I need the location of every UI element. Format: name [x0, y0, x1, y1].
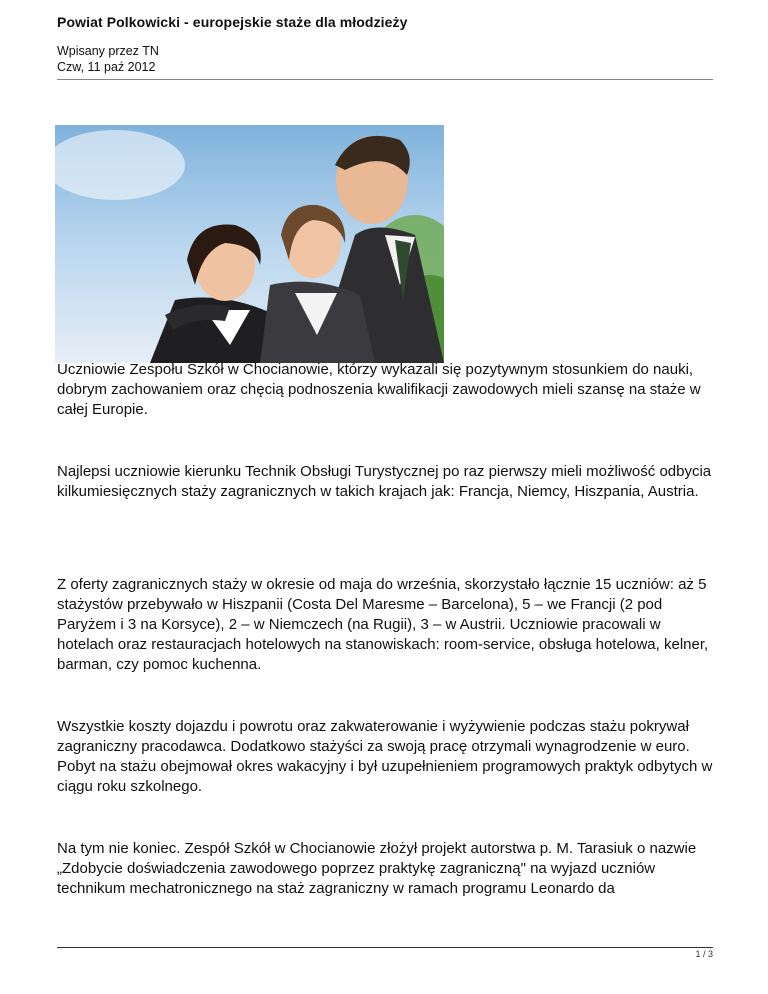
- date-line: Czw, 11 paź 2012: [57, 60, 156, 74]
- article-paragraph-1: Uczniowie Zespołu Szkół w Chocianowie, którzy wykazali się pozytywnym stosunkiem do nauki, dobrym zachowaniem oraz chęcią podnoszenia kwalifikacji zawodowych mieli szansę na staże w całej Europie.: [57, 361, 701, 418]
- author-line: Wpisany przez TN: [57, 44, 159, 58]
- page-number: 1 / 3: [695, 949, 713, 959]
- article-paragraph-5: Na tym nie koniec. Zespół Szkół w Chocianowie złożył projekt autorstwa p. M. Tarasiuk o nazwie „Zdobycie doświadczenia zawodowego poprzez praktykę zagraniczną" na wyjazd uczniów technikum mechatronicznego na staż zagraniczny w ramach programu Leonardo da: [57, 840, 697, 897]
- footer-divider: [57, 947, 713, 948]
- header-divider: [57, 79, 713, 80]
- article-paragraph-2: Najlepsi uczniowie kierunku Technik Obsługi Turystycznej po raz pierwszy mieli możliwość odbycia kilkumiesięcznych staży zagranicznych w takich krajach jak: Francja, Niemcy, Hiszpania, Austria.: [57, 463, 712, 500]
- page-title: Powiat Polkowicki - europejskie staże dla młodzieży: [57, 14, 408, 30]
- article-paragraph-4: Wszystkie koszty dojazdu i powrotu oraz zakwaterowanie i wyżywienie podczas stażu pokrywał zagraniczny pracodawca. Dodatkowo stażyści za swoją pracę otrzymali wynagrodzenie w euro. Pobyt na stażu obejmował okres wakacyjny i był uzupełnieniem programowych praktyk odbytych w ciągu roku szkolnego.: [57, 718, 713, 795]
- students-photo-illustration: [55, 125, 444, 363]
- article-photo: [55, 125, 444, 363]
- article-paragraph-3: Z oferty zagranicznych staży w okresie od maja do września, skorzystało łącznie 15 uczniów: aż 5 stażystów przebywało w Hiszpanii (Costa Del Maresme – Barcelona), 5 – we Francji (2 pod Paryżem i 3 na Korsyce), 2 – w Niemczech (na Rugii), 3 – w Austrii. Uczniowie pracowali w hotelach oraz restauracjach hotelowych na stanowiskach: room-service, obsługa hotelowa, kelner, barman, czy pomoc kuchenna.: [57, 576, 709, 673]
